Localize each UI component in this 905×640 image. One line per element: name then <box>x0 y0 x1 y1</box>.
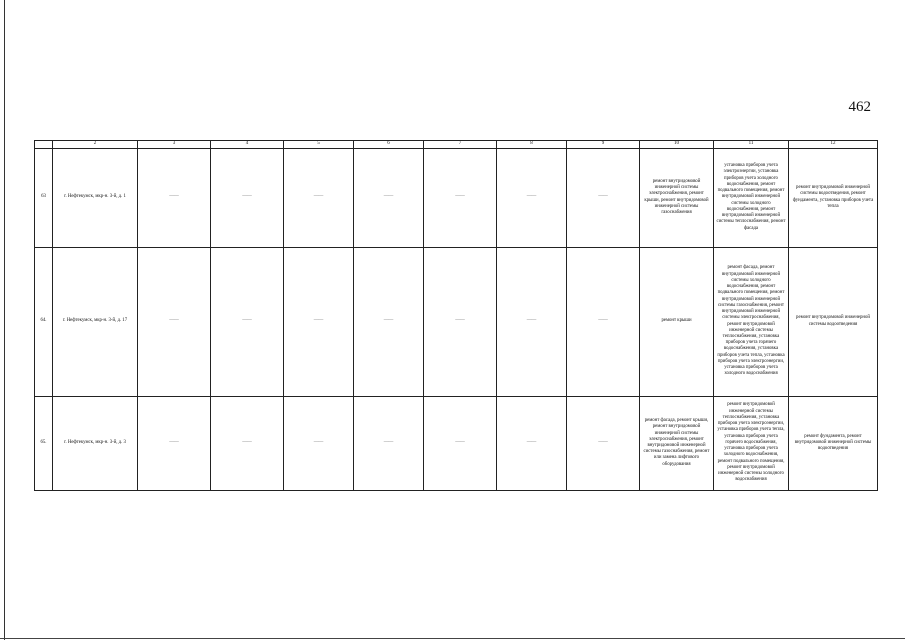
scan-edge-left <box>4 0 5 640</box>
cell-col-12: ремонт внутридомовой инженерной системы водоотведения <box>789 247 878 396</box>
header-cell-4: 4 <box>211 141 284 149</box>
header-cell-8: 8 <box>497 141 567 149</box>
cell-dash: —— <box>424 247 497 396</box>
cell-dash: —— <box>567 148 640 247</box>
header-cell-9: 9 <box>567 141 640 149</box>
table-row <box>35 247 878 396</box>
cell-col-12: ремонт фундамента, ремонт внутридомовой инженерной системы водоотведения <box>789 396 878 490</box>
cell-dash: —— <box>497 396 567 490</box>
cell-dash: —— <box>567 247 640 396</box>
header-cell-2: 2 <box>53 141 138 149</box>
cell-dash: —— <box>354 396 424 490</box>
page-number: 462 <box>848 99 871 115</box>
table-row <box>35 396 878 490</box>
header-cell-12: 12 <box>789 141 878 149</box>
cell-dash: —— <box>497 148 567 247</box>
cell-dash: —— <box>211 148 284 247</box>
row-address: г. Нефтекумск, мкр-н. 3-й, д. 1 <box>53 148 138 247</box>
row-address: г. Нефтекумск, мкр-н. 3-й, д. 17 <box>53 247 138 396</box>
table-header-row <box>35 141 878 149</box>
header-cell-1 <box>35 141 53 149</box>
scan-edge-bottom <box>0 638 905 639</box>
row-number: 65. <box>35 396 53 490</box>
cell-dash: —— <box>354 148 424 247</box>
header-cell-11: 11 <box>714 141 789 149</box>
cell-col-11: установка приборов учета электроэнергии, установка приборов учета холодного водоснабжения, ремонт подвального помещения, ремонт внутридомовой инженерной системы холодного водоснабжения, ремонт внутридомовой инженерной системы теплоснабжения, ремонт фасада <box>714 148 789 247</box>
header-cell-5: 5 <box>284 141 354 149</box>
cell-dash: —— <box>211 396 284 490</box>
row-number: 63 <box>35 148 53 247</box>
cell-dash: —— <box>424 148 497 247</box>
cell-dash: —— <box>284 148 354 247</box>
cell-dash: —— <box>138 247 211 396</box>
cell-dash: —— <box>567 396 640 490</box>
cell-dash: —— <box>138 148 211 247</box>
repair-schedule-table <box>34 140 878 491</box>
cell-dash: —— <box>424 396 497 490</box>
header-cell-6: 6 <box>354 141 424 149</box>
cell-dash: —— <box>497 247 567 396</box>
cell-dash: —— <box>284 247 354 396</box>
cell-dash: —— <box>284 396 354 490</box>
cell-dash: —— <box>138 396 211 490</box>
cell-col-11: ремонт фасада, ремонт внутридомовой инженерной системы холодного водоснабжения, ремонт подвального помещения, ремонт внутридомовой инженерной системы газоснабжения, ремонт внутридомовой инженерной системы электроснабжения, ремонт внутридомовой инженерной системы теплоснабжения, установка приборов учета горячего водоснабжения, установка приборов учета тепла, установка приборов учета электроэнергии, установка приборов учета холодного водоснабжения <box>714 247 789 396</box>
header-cell-3: 3 <box>138 141 211 149</box>
header-cell-7: 7 <box>424 141 497 149</box>
cell-col-11: ремонт внутридомовой инженерной системы теплоснабжения, установка приборов учета электроэнергии, установка приборов учета тепла, установка приборов учета горячего водоснабжения, установка приборов учета холодного водоснабжения, ремонт подвального помещения, ремонт внутридомовой инженерной системы холодного водоснабжения <box>714 396 789 490</box>
cell-dash: —— <box>211 247 284 396</box>
cell-dash: —— <box>354 247 424 396</box>
header-cell-10: 10 <box>640 141 714 149</box>
table-row <box>35 148 878 247</box>
cell-col-10: ремонт крыши <box>640 247 714 396</box>
cell-col-12: ремонт внутридомовой инженерной системы водоотведения, ремонт фундамента, установка приборов учета тепла <box>789 148 878 247</box>
cell-col-10: ремонт фасада, ремонт крыши, ремонт внутридомовой инженерной системы электроснабжения, ремонт внутридомовой инженерной системы газоснабжения, ремонт или замена лифтового оборудования <box>640 396 714 490</box>
cell-col-10: ремонт внутридомовой инженерной системы электроснабжения, ремонт крыши, ремонт внутридомовой инженерной системы газоснабжения <box>640 148 714 247</box>
row-address: г. Нефтекумск, мкр-н. 3-й, д. 3 <box>53 396 138 490</box>
row-number: 64. <box>35 247 53 396</box>
